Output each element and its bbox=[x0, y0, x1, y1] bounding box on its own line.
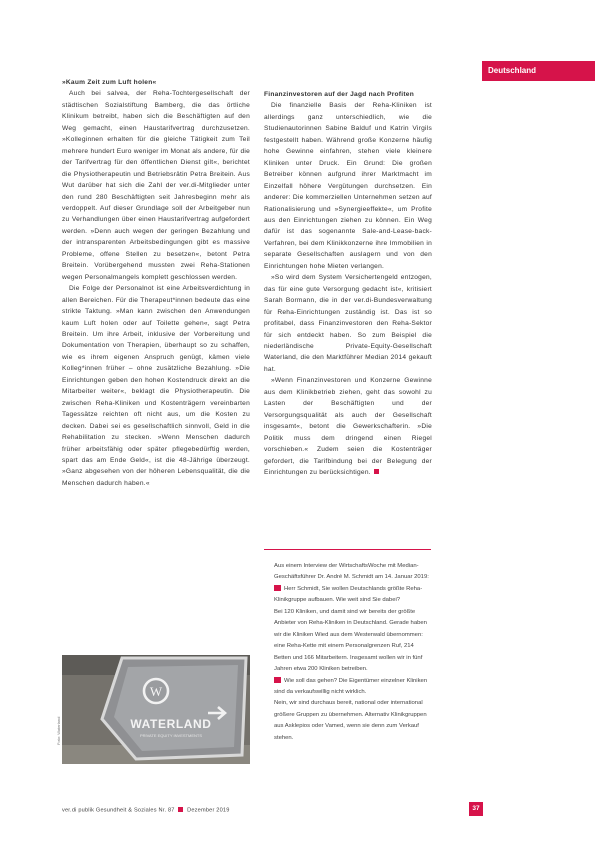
subheading: Finanzinvestoren auf der Jagd nach Profiten bbox=[264, 91, 414, 98]
issue-date: Dezember 2019 bbox=[187, 807, 230, 814]
issue-number: Nr. 87 bbox=[158, 807, 175, 814]
end-mark-icon bbox=[374, 469, 379, 474]
waterland-sign-illustration bbox=[62, 655, 250, 764]
paragraph: »Wenn Finanzinvestoren und Konzerne Gewinne aus dem Klinikbetrieb ziehen, geht das sowohl zu Lasten der Beschäftigten und der Versorgungsqualität als auch der Gesellschaft insgesamt«, betont die Gewerkschafterin. »Die Politik muss dem dringend einen Riegel vorschieben.« Zudem seien die Kostenträger gefordert, die Tarifbindung bei der Belegung der Einrichtungen zu berücksichtigen. bbox=[264, 377, 432, 476]
page-footer bbox=[62, 807, 230, 814]
interview-box bbox=[264, 549, 431, 813]
sign-subtext: PRIVATE EQUITY INVESTMENTS bbox=[139, 733, 203, 738]
article-column-left bbox=[62, 77, 250, 489]
article-column-right bbox=[264, 89, 432, 478]
paragraph: Auch bei salvea, der Reha-Tochtergesellschaft der städtischen Sozialstiftung Bamberg, die das örtliche Klinikum betreibt, haben sich die Beschäftigten auf den Weg gemacht, einen Haustarifvertrag durchzusetzen. »Kolleginnen erhalten für die gleiche Tätigkeit zum Teil mehrere hundert Euro weniger im Monat als andere, für die der Tarifvertrag für den öffentlichen Dienst gilt«, berichtet die Physiotherapeutin und Betriebsrätin Petra Breitein. Aus Wut darüber hat sich die Zahl der ver.di-Mitglieder unter den rund 280 Beschäftigten seit Jahresbeginn mehr als verdoppelt. Auf dieser Grundlage soll der Arbeitgeber nun zu Verhandlungen über einen Haustarifvertrag aufgefordert werden. »Denn auch wegen der geringen Bezahlung und der intransparenten Arbeitsbedingungen gibt es massive Probleme, offene Stellen zu besetzen«, betont Petra Breitein. Vorübergehend mussten zwei Reha-Stationen wegen Personalmangels komplett geschlossen werden. bbox=[62, 90, 250, 281]
interview-question: Herr Schmidt, Sie wollen Deutschlands größte Reha-Klinikgruppe aufbauen. Wie weit sind Sie dabei? bbox=[274, 585, 423, 604]
interview-question: Wie soll das gehen? Die Eigentümer einzelner Kliniken sind da verkaufswillig nicht wirklich. bbox=[274, 677, 428, 695]
interview-intro: Aus einem Interview der WirtschaftsWoche mit Median-Geschäftsführer Dr. André M. Schmidt am 14. Januar 2019: bbox=[274, 563, 429, 581]
interview-answer: Bei 120 Kliniken, und damit sind wir bereits der größte Anbieter von Reha-Kliniken in Deutschland. Gerade haben wir die Kliniken Wied aus dem Westerwald übernommen: eine Reha-Kette mit einem Personalgrenzen Ruf, 214 Betten und 166 Mitarbeitern. Insgesamt wollen wir in fünf Jahren etwa 200 Kliniken betreiben. bbox=[274, 608, 427, 673]
paragraph: Die finanzielle Basis der Reha-Kliniken ist allerdings ganz unterschiedlich, wie die Studienautorinnen Sabine Balduf und Katrin Virgils festgestellt haben. Während große Konzerne häufig hohe Gewinne einfahren, stehen viele kleinere Kliniken unter Druck. Ein Grund: Die großen Betreiber können aufgrund ihrer Marktmacht im Einzelfall höhere Vergütungen durchsetzen. Ein anderer: Die kommerziellen Unternehmen setzen auf Rationalisierung und »Synergieeffekte«, um Profite aus den Einrichtungen ziehen zu können. Ein Weg dafür ist das sogenannte Sale-and-Lease-back-Verfahren, bei dem Klinikkonzerne ihre Immobilien in separate Gesellschaften auslagern und von den Einrichtungen hohe Mieten verlangen. bbox=[264, 102, 432, 270]
question-marker-icon bbox=[274, 677, 281, 683]
waterland-sign-photo bbox=[62, 655, 250, 764]
subheading: »Kaum Zeit zum Luft holen« bbox=[62, 79, 157, 86]
section-tab: Deutschland bbox=[482, 61, 595, 81]
question-marker-icon bbox=[274, 585, 281, 591]
sign-text: WATERLAND bbox=[130, 717, 212, 731]
interview-answer: Nein, wir sind durchaus bereit, national oder international größere Gruppen zu übernehmen. Alternativ Klinikgruppen aus Asklepios oder Vamed, wenn sie denn zum Verkauf stehen. bbox=[274, 700, 427, 741]
magazine-issue: Gesundheit & Soziales bbox=[95, 807, 157, 814]
page-number: 37 bbox=[469, 802, 483, 816]
magazine-name: ver.di publik bbox=[62, 807, 95, 814]
photo-credit: Foto: Waterland bbox=[56, 716, 61, 745]
paragraph: »So wird dem System Versichertengeld entzogen, das für eine gute Versorgung gedacht ist«, kritisiert Sarah Bormann, die in der ver.di-Bundesverwaltung für Reha-Einrichtungen zuständig ist. Das ist so profitabel, dass Finanzinvestoren den Reha-Sektor für sich entdeckt haben. So zum Beispiel die niederländische Private-Equity-Gesellschaft Waterland, die den Marktführer Median 2014 gekauft hat. bbox=[264, 274, 432, 373]
paragraph: Die Folge der Personalnot ist eine Arbeitsverdichtung in allen Bereichen. Für die Therapeut*innen bedeute das eine strikte Taktung. »Man kann zwischen den Anwendungen kaum Luft holen oder auf Toilette gehen«, sagt Petra Breitein. Um ihre Arbeit, inklusive der Vorbereitung und Dokumentation von Therapien, überhaupt so zu schaffen, wie es ihrem eigenen Anspruch genügt, kämen viele Kolleg*innen früher – ohne zusätzliche Bezahlung. »Die Einrichtungen geben den hohen Kostendruck direkt an die Mitarbeiter weiter«, beklagt die Physiotherapeutin. Die zwischen Reha-Kliniken und Kostenträgern vereinbarten Tagessätze reichten oft nicht aus, um die Kosten zu decken. Dabei sei es gesellschaftlich sinnvoll, Geld in die Rehabilitation zu stecken. »Wenn Menschen dadurch früher arbeitsfähig oder später pflegebedürftig werden, spart das am Ende Geld«, ist die 48-Jährige überzeugt. »Ganz abgesehen von der höheren Lebensqualität, die die Menschen dadurch haben.« bbox=[62, 285, 250, 487]
footer-square-icon bbox=[178, 807, 183, 812]
logo-letter: W bbox=[149, 684, 163, 699]
